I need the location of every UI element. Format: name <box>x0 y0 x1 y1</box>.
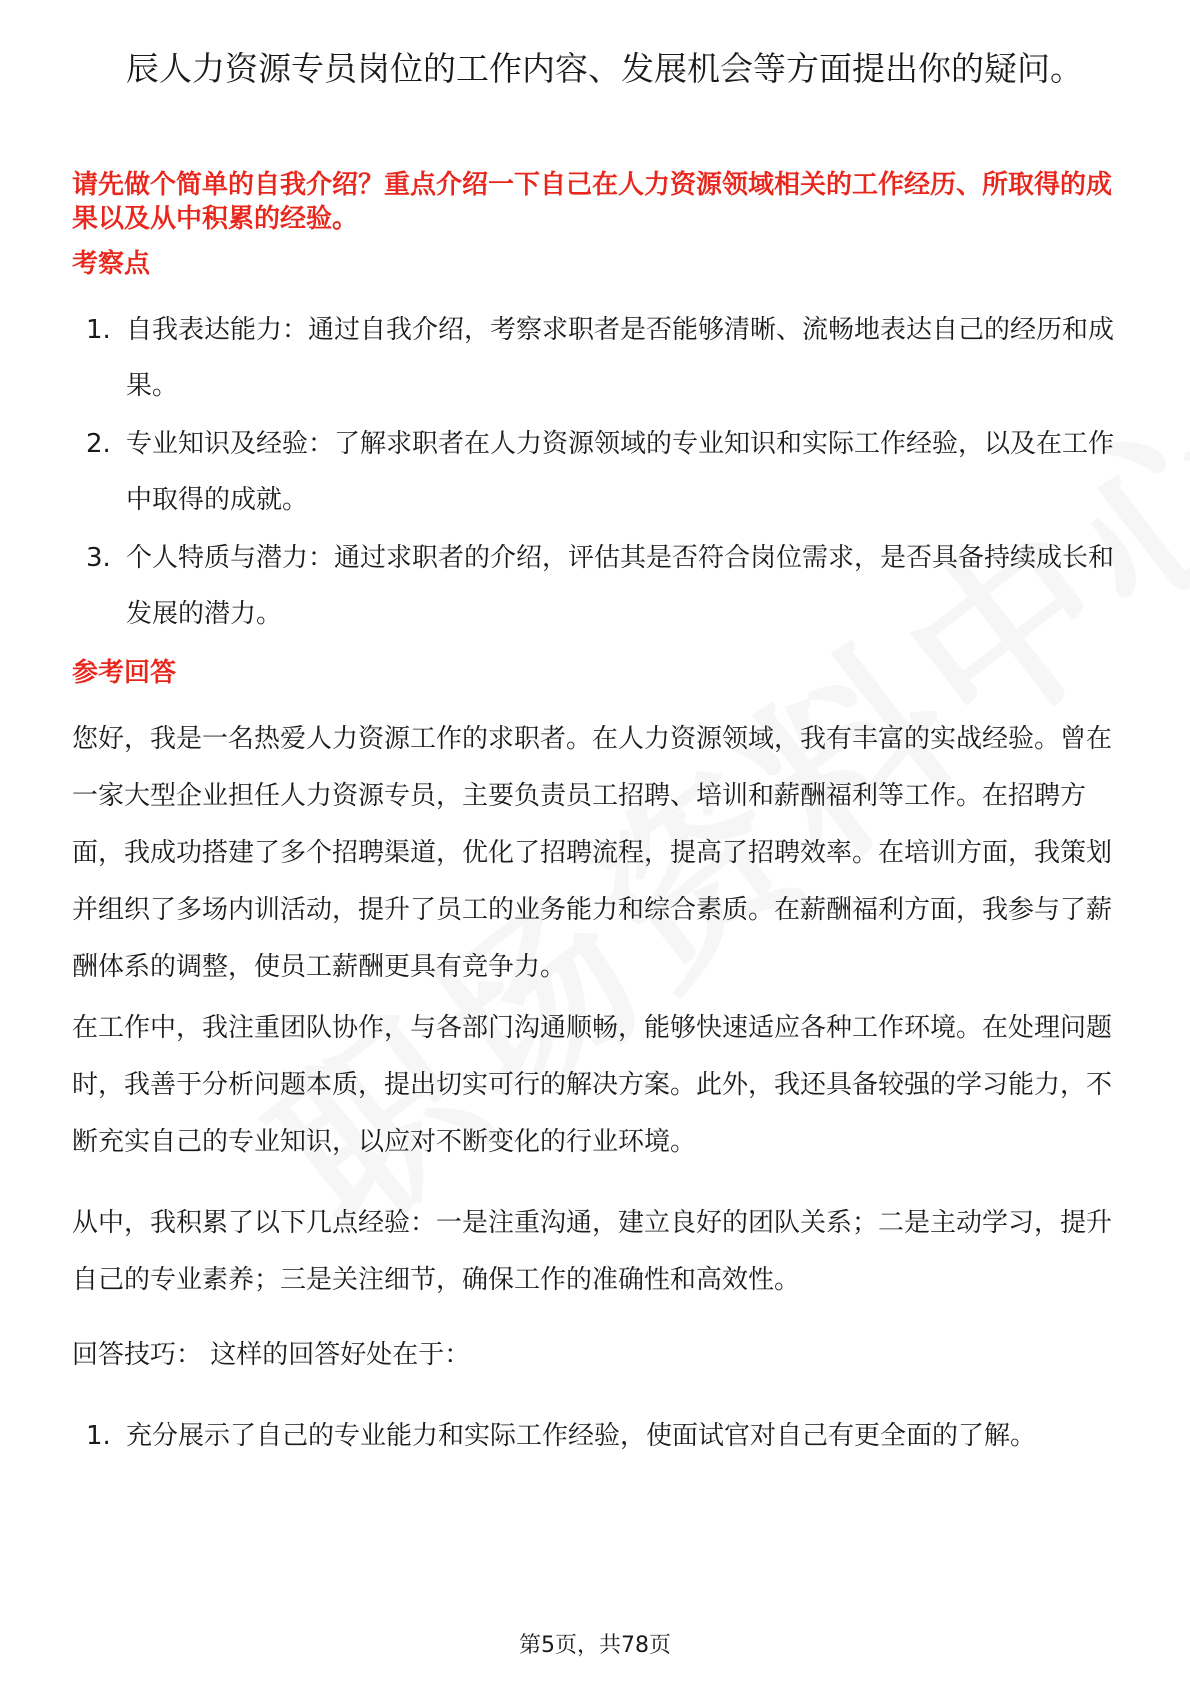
answer-paragraph: 您好，我是一名热爱人力资源工作的求职者。在人力资源领域，我有丰富的实战经验。曾在一家大型企业担任人力资源专员，主要负责员工招聘、培训和薪酬福利等工作。在招聘方面，我成功搭建了多个招聘渠道，优化了招聘流程，提高了招聘效率。在培训方面，我策划并组织了多场内训活动，提升了员工的业务能力和综合素质。在薪酬福利方面，我参与了薪酬体系的调整，使员工薪酬更具有竞争力。 <box>72 724 1113 982</box>
list-item-text: 自我表达能力：通过自我介绍，考察求职者是否能够清晰、流畅地表达自己的经历和成果。 <box>126 315 1115 401</box>
list-item <box>72 302 1122 414</box>
list-item-text: 充分展示了自己的专业能力和实际工作经验，使面试官对自己有更全面的了解。 <box>126 1421 1037 1451</box>
answer-paragraph: 在工作中，我注重团队协作，与各部门沟通顺畅，能够快速适应各种工作环境。在处理问题时，我善于分析问题本质，提出切实可行的解决方案。此外，我还具备较强的学习能力，不断充实自己的专业知识，以应对不断变化的行业环境。 <box>72 1013 1113 1157</box>
list-item <box>72 530 1122 642</box>
list-item-text: 专业知识及经验：了解求职者在人力资源领域的专业知识和实际工作经验，以及在工作中取得的成就。 <box>126 429 1115 515</box>
tips-intro: 回答技巧： 这样的回答好处在于： <box>72 1340 471 1370</box>
examine-list <box>72 302 1122 644</box>
answer-paragraph: 从中，我积累了以下几点经验：一是注重沟通，建立良好的团队关系；二是主动学习，提升自己的专业素养；三是关注细节，确保工作的准确性和高效性。 <box>72 1208 1113 1295</box>
list-item-text: 个人特质与潜力：通过求职者的介绍，评估其是否符合岗位需求，是否具备持续成长和发展的潜力。 <box>126 543 1115 629</box>
intro-text: 辰人力资源专员岗位的工作内容、发展机会等方面提出你的疑问。 <box>126 49 1083 88</box>
examine-heading: 考察点 <box>72 249 151 279</box>
list-item <box>72 416 1122 528</box>
tips-list <box>72 1408 1122 1466</box>
list-number: 3. <box>86 543 111 573</box>
list-number: 2. <box>86 429 111 459</box>
page-number-footer: 第5页，共78页 <box>519 1633 671 1658</box>
list-item <box>72 1408 1122 1464</box>
list-number: 1. <box>86 1421 111 1451</box>
list-number: 1. <box>86 315 111 345</box>
reference-heading: 参考回答 <box>72 658 177 688</box>
interview-question: 请先做个简单的自我介绍？重点介绍一下自己在人力资源领域相关的工作经历、所取得的成果以及从中积累的经验。 <box>72 170 1113 234</box>
